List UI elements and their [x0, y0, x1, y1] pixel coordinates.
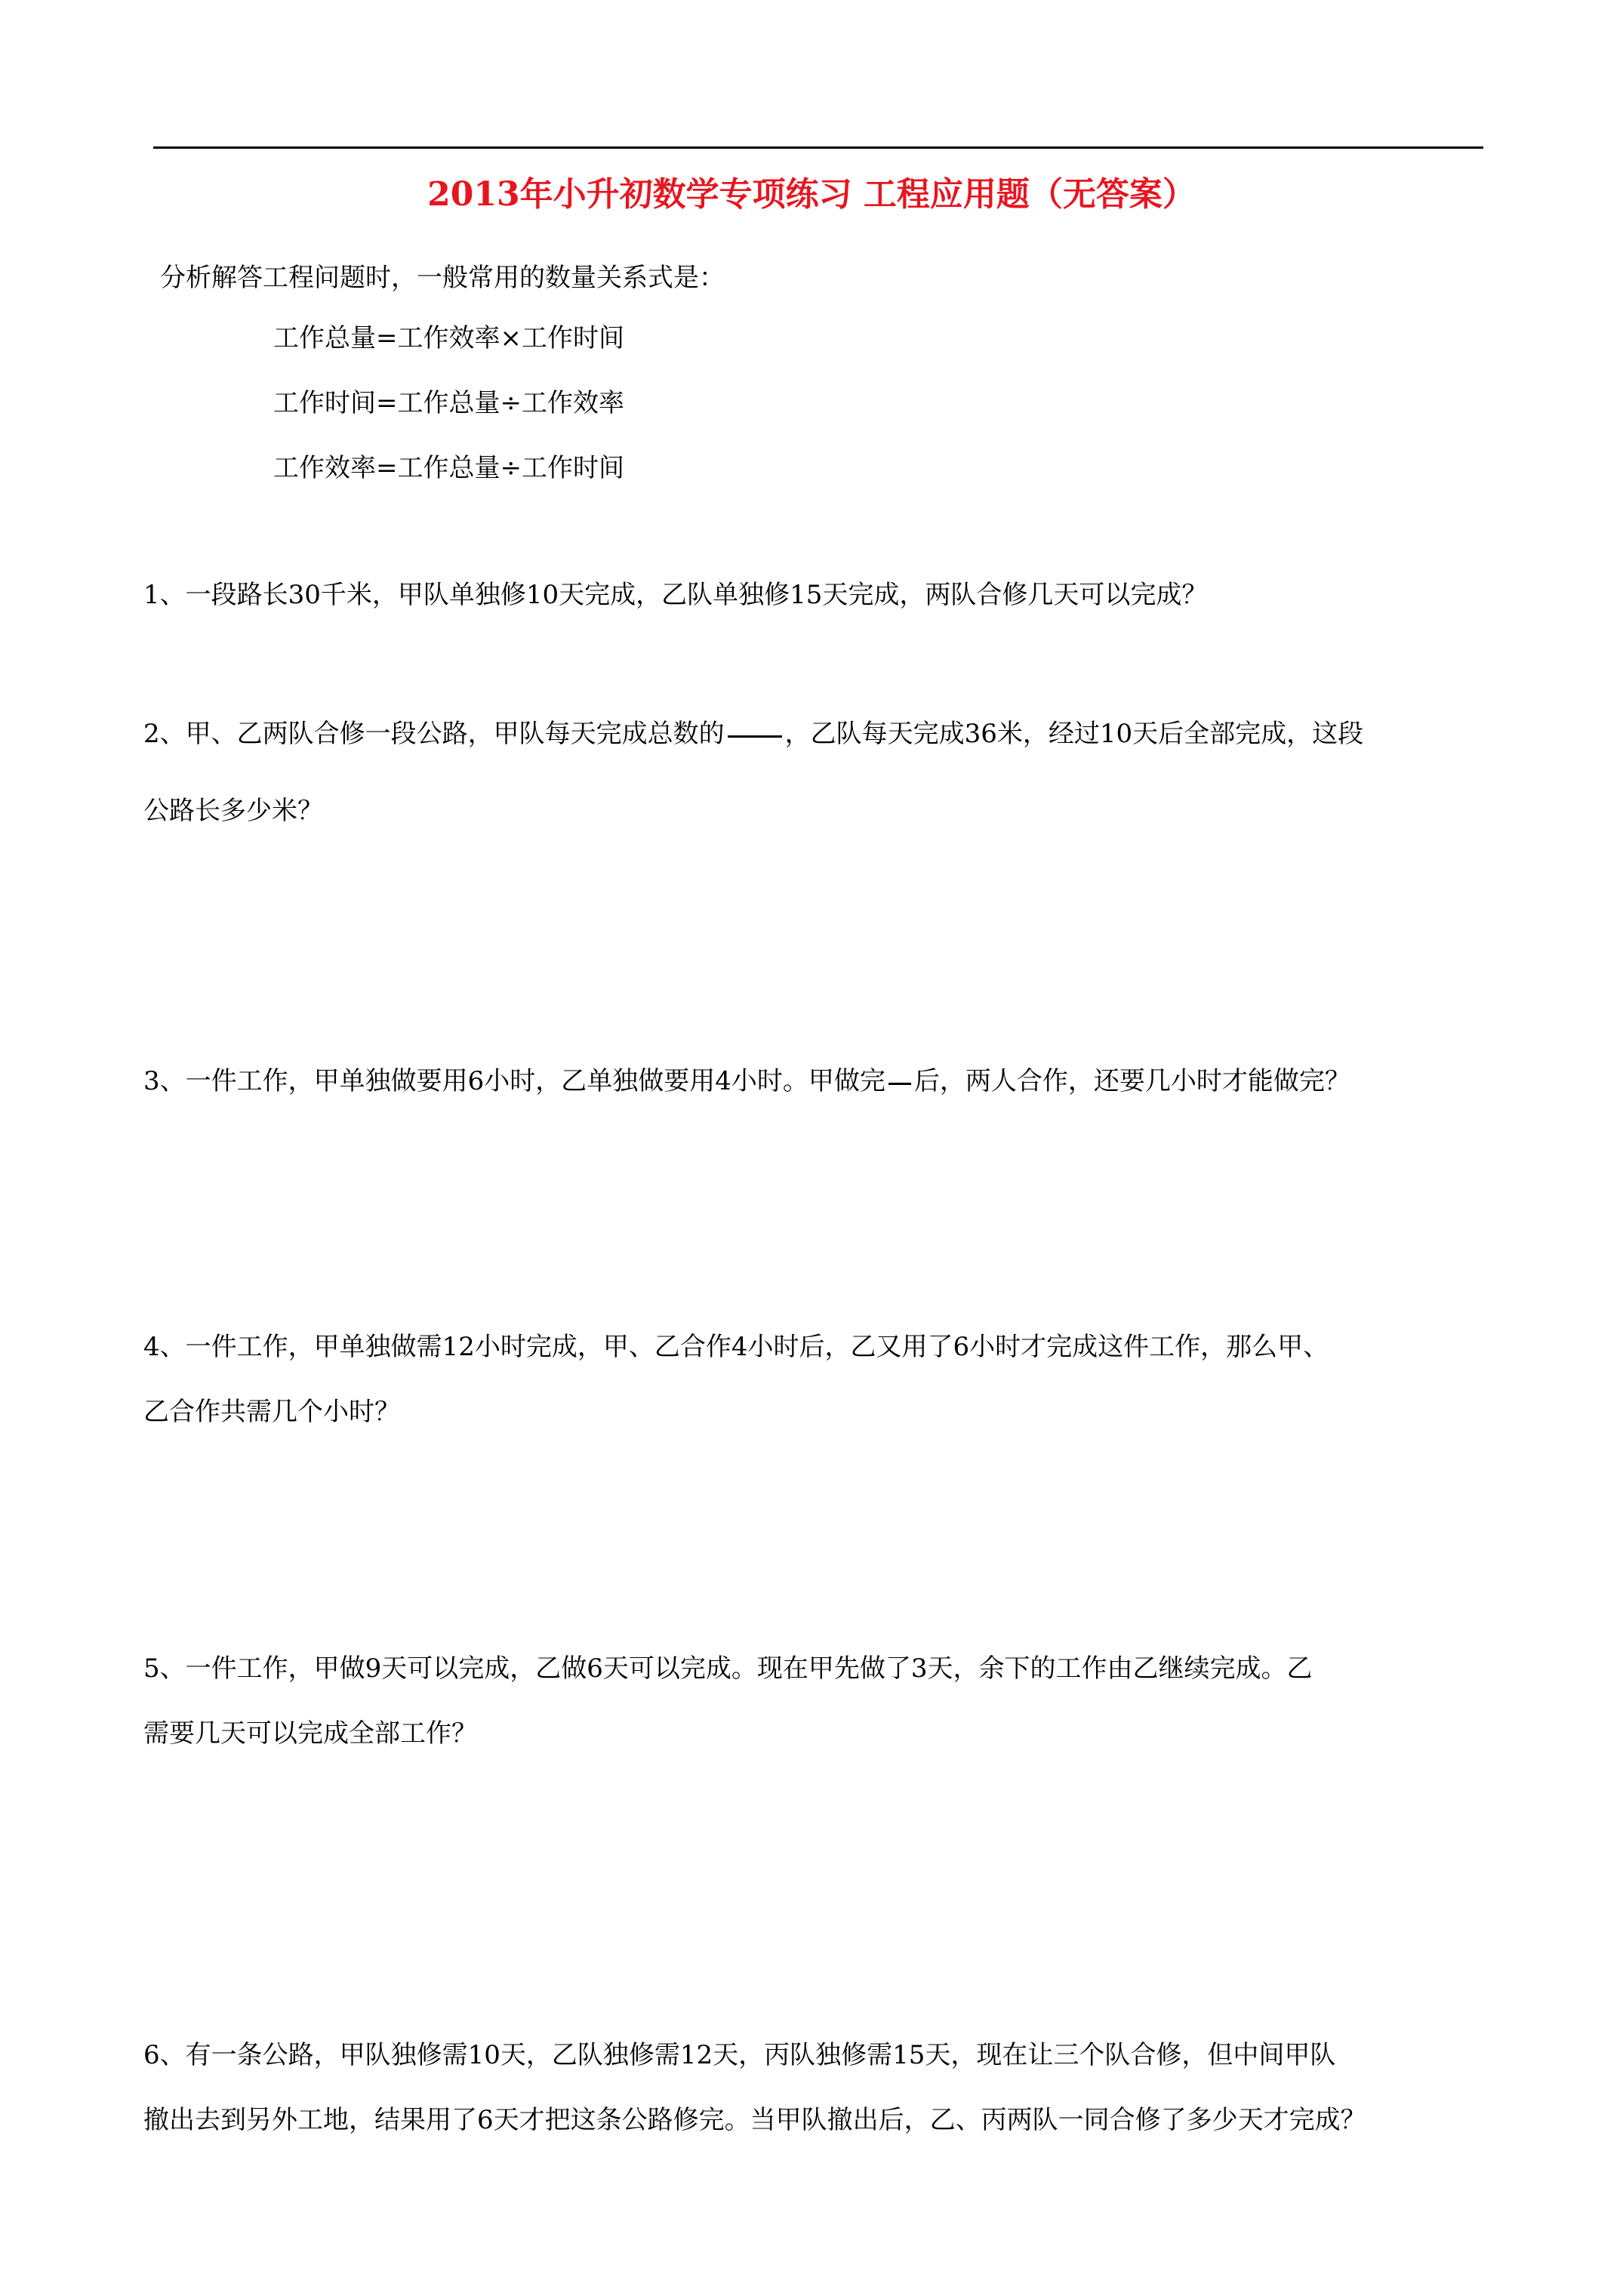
question-2-line-2: 公路长多少米？: [143, 796, 323, 826]
question-4-line-1: 4、一件工作，甲单独做需12小时完成，甲、乙合作4小时后，乙又用了6小时才完成这件工作，那么甲、: [143, 1332, 1329, 1362]
question-5-line-1: 5、一件工作，甲做9天可以完成，乙做6天可以完成。现在甲先做了3天，余下的工作由乙继续完成。乙: [143, 1653, 1313, 1684]
question-2-text-b: ，乙队每天完成36米，经过10天后全部完成，这段: [784, 719, 1364, 749]
question-5-line-2: 需要几天可以完成全部工作？: [143, 1718, 477, 1749]
question-3: [143, 1065, 1350, 1099]
question-4-line-2: 乙合作共需几个小时？: [143, 1397, 400, 1427]
question-3-text-b: 后，两人合作，还要几小时才能做完？: [913, 1066, 1350, 1096]
document-title: 2013年小升初数学专项练习 工程应用题（无答案）: [427, 175, 1196, 214]
question-2-line-1: [143, 717, 1363, 752]
question-6-line-1: 6、有一条公路，甲队独修需10天，乙队独修需12天，丙队独修需15天，现在让三个队合修，但中间甲队: [143, 2040, 1336, 2070]
formula-2: 工作时间=工作总量÷工作效率: [273, 388, 624, 418]
fraction-placeholder: [725, 719, 785, 752]
intro-text: 分析解答工程问题时，一般常用的数量关系式是：: [160, 263, 725, 293]
formula-3: 工作效率=工作总量÷工作时间: [273, 453, 624, 483]
question-1: 1、一段路长30千米，甲队单独修10天完成，乙队单独修15天完成，两队合修几天可以完成？: [143, 580, 1208, 610]
fraction-bar: [888, 1083, 911, 1085]
question-6-line-2: 撤出去到另外工地，结果用了6天才把这条公路修完。当甲队撤出后，乙、丙两队一同合修了多少天才完成？: [143, 2105, 1366, 2135]
question-2-text-a: 2、甲、乙两队合修一段公路，甲队每天完成总数的: [143, 719, 725, 749]
fraction-placeholder: [885, 1066, 914, 1099]
fraction-bar: [728, 735, 782, 738]
question-3-text-a: 3、一件工作，甲单独做要用6小时，乙单独做要用4小时。甲做完: [143, 1066, 885, 1096]
formula-1: 工作总量=工作效率×工作时间: [273, 323, 624, 353]
header-rule: [153, 146, 1483, 149]
